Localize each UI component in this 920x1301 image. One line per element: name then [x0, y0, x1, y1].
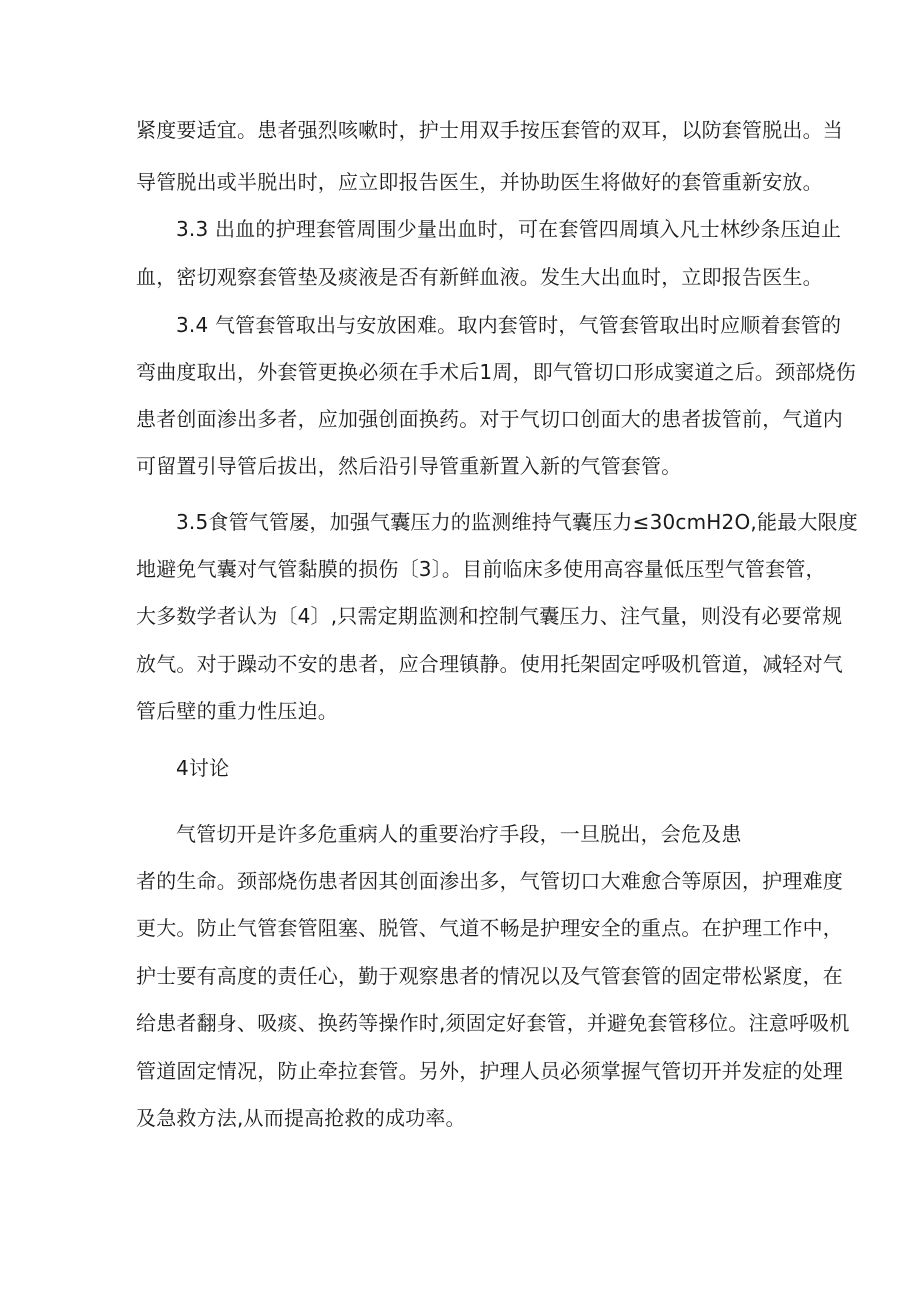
- text-line: 紧度要适宜。患者强烈咳嗽时，护士用双手按压套管的双耳，以防套管脱出。当: [136, 118, 843, 142]
- text-line: 患者创面渗出多者，应加强创面换药。对于气切口创面大的患者拔管前，气道内: [136, 407, 843, 431]
- section-3-3-line: 3.3 出血的护理套管周围少量出血时，可在套管四周填入凡士林纱条压迫止: [176, 217, 842, 241]
- section-heading-discussion: 4讨论: [176, 756, 230, 780]
- text-line: 护士要有高度的责任心，勤于观察患者的情况以及气管套管的固定带松紧度，在: [136, 964, 843, 988]
- text-line: 血，密切观察套管垫及痰液是否有新鲜血液。发生大出血时，立即报告医生。: [136, 265, 823, 289]
- text-line: 更大。防止气管套管阻塞、脱管、气道不畅是护理安全的重点。在护理工作中，: [136, 916, 843, 940]
- text-line: 导管脱出或半脱出时，应立即报告医生，并协助医生将做好的套管重新安放。: [136, 170, 823, 194]
- text-line: 放气。对于躁动不安的患者，应合理镇静。使用托架固定呼吸机管道，减轻对气: [136, 652, 843, 676]
- text-line: 地避免气囊对气管黏膜的损伤〔3〕。目前临床多使用高容量低压型气管套管，: [136, 557, 826, 581]
- text-line: 大多数学者认为〔4〕,只需定期监测和控制气囊压力、注气量，则没有必要常规: [136, 604, 843, 628]
- text-line: 可留置引导管后拔出，然后沿引导管重新置入新的气管套管。: [136, 454, 682, 478]
- text-line: 弯曲度取出，外套管更换必须在手术后1周，即气管切口形成窦道之后。颈部烧伤: [136, 360, 856, 384]
- text-line: 者的生命。颈部烧伤患者因其创面渗出多，气管切口大难愈合等原因，护理难度: [136, 869, 843, 893]
- section-3-5-line: 3.5食管气管屡，加强气囊压力的监测维持气囊压力≤30cmH2O,能最大限度: [176, 510, 858, 534]
- text-line: 及急救方法,从而提高抢救的成功率。: [136, 1106, 466, 1130]
- text-line: 管道固定情况，防止牵拉套管。另外，护理人员必须掌握气管切开并发症的处理: [136, 1059, 843, 1083]
- text-line: 气管切开是许多危重病人的重要治疗手段，一旦脱出，会危及患: [176, 822, 742, 846]
- section-3-4-line: 3.4 气管套管取出与安放困难。取内套管时，气管套管取出时应顺着套管的: [176, 313, 842, 337]
- text-line: 管后壁的重力性压迫。: [136, 699, 338, 723]
- text-line: 给患者翻身、吸痰、换药等操作时,须固定好套管，并避免套管移位。注意呼吸机: [136, 1011, 850, 1035]
